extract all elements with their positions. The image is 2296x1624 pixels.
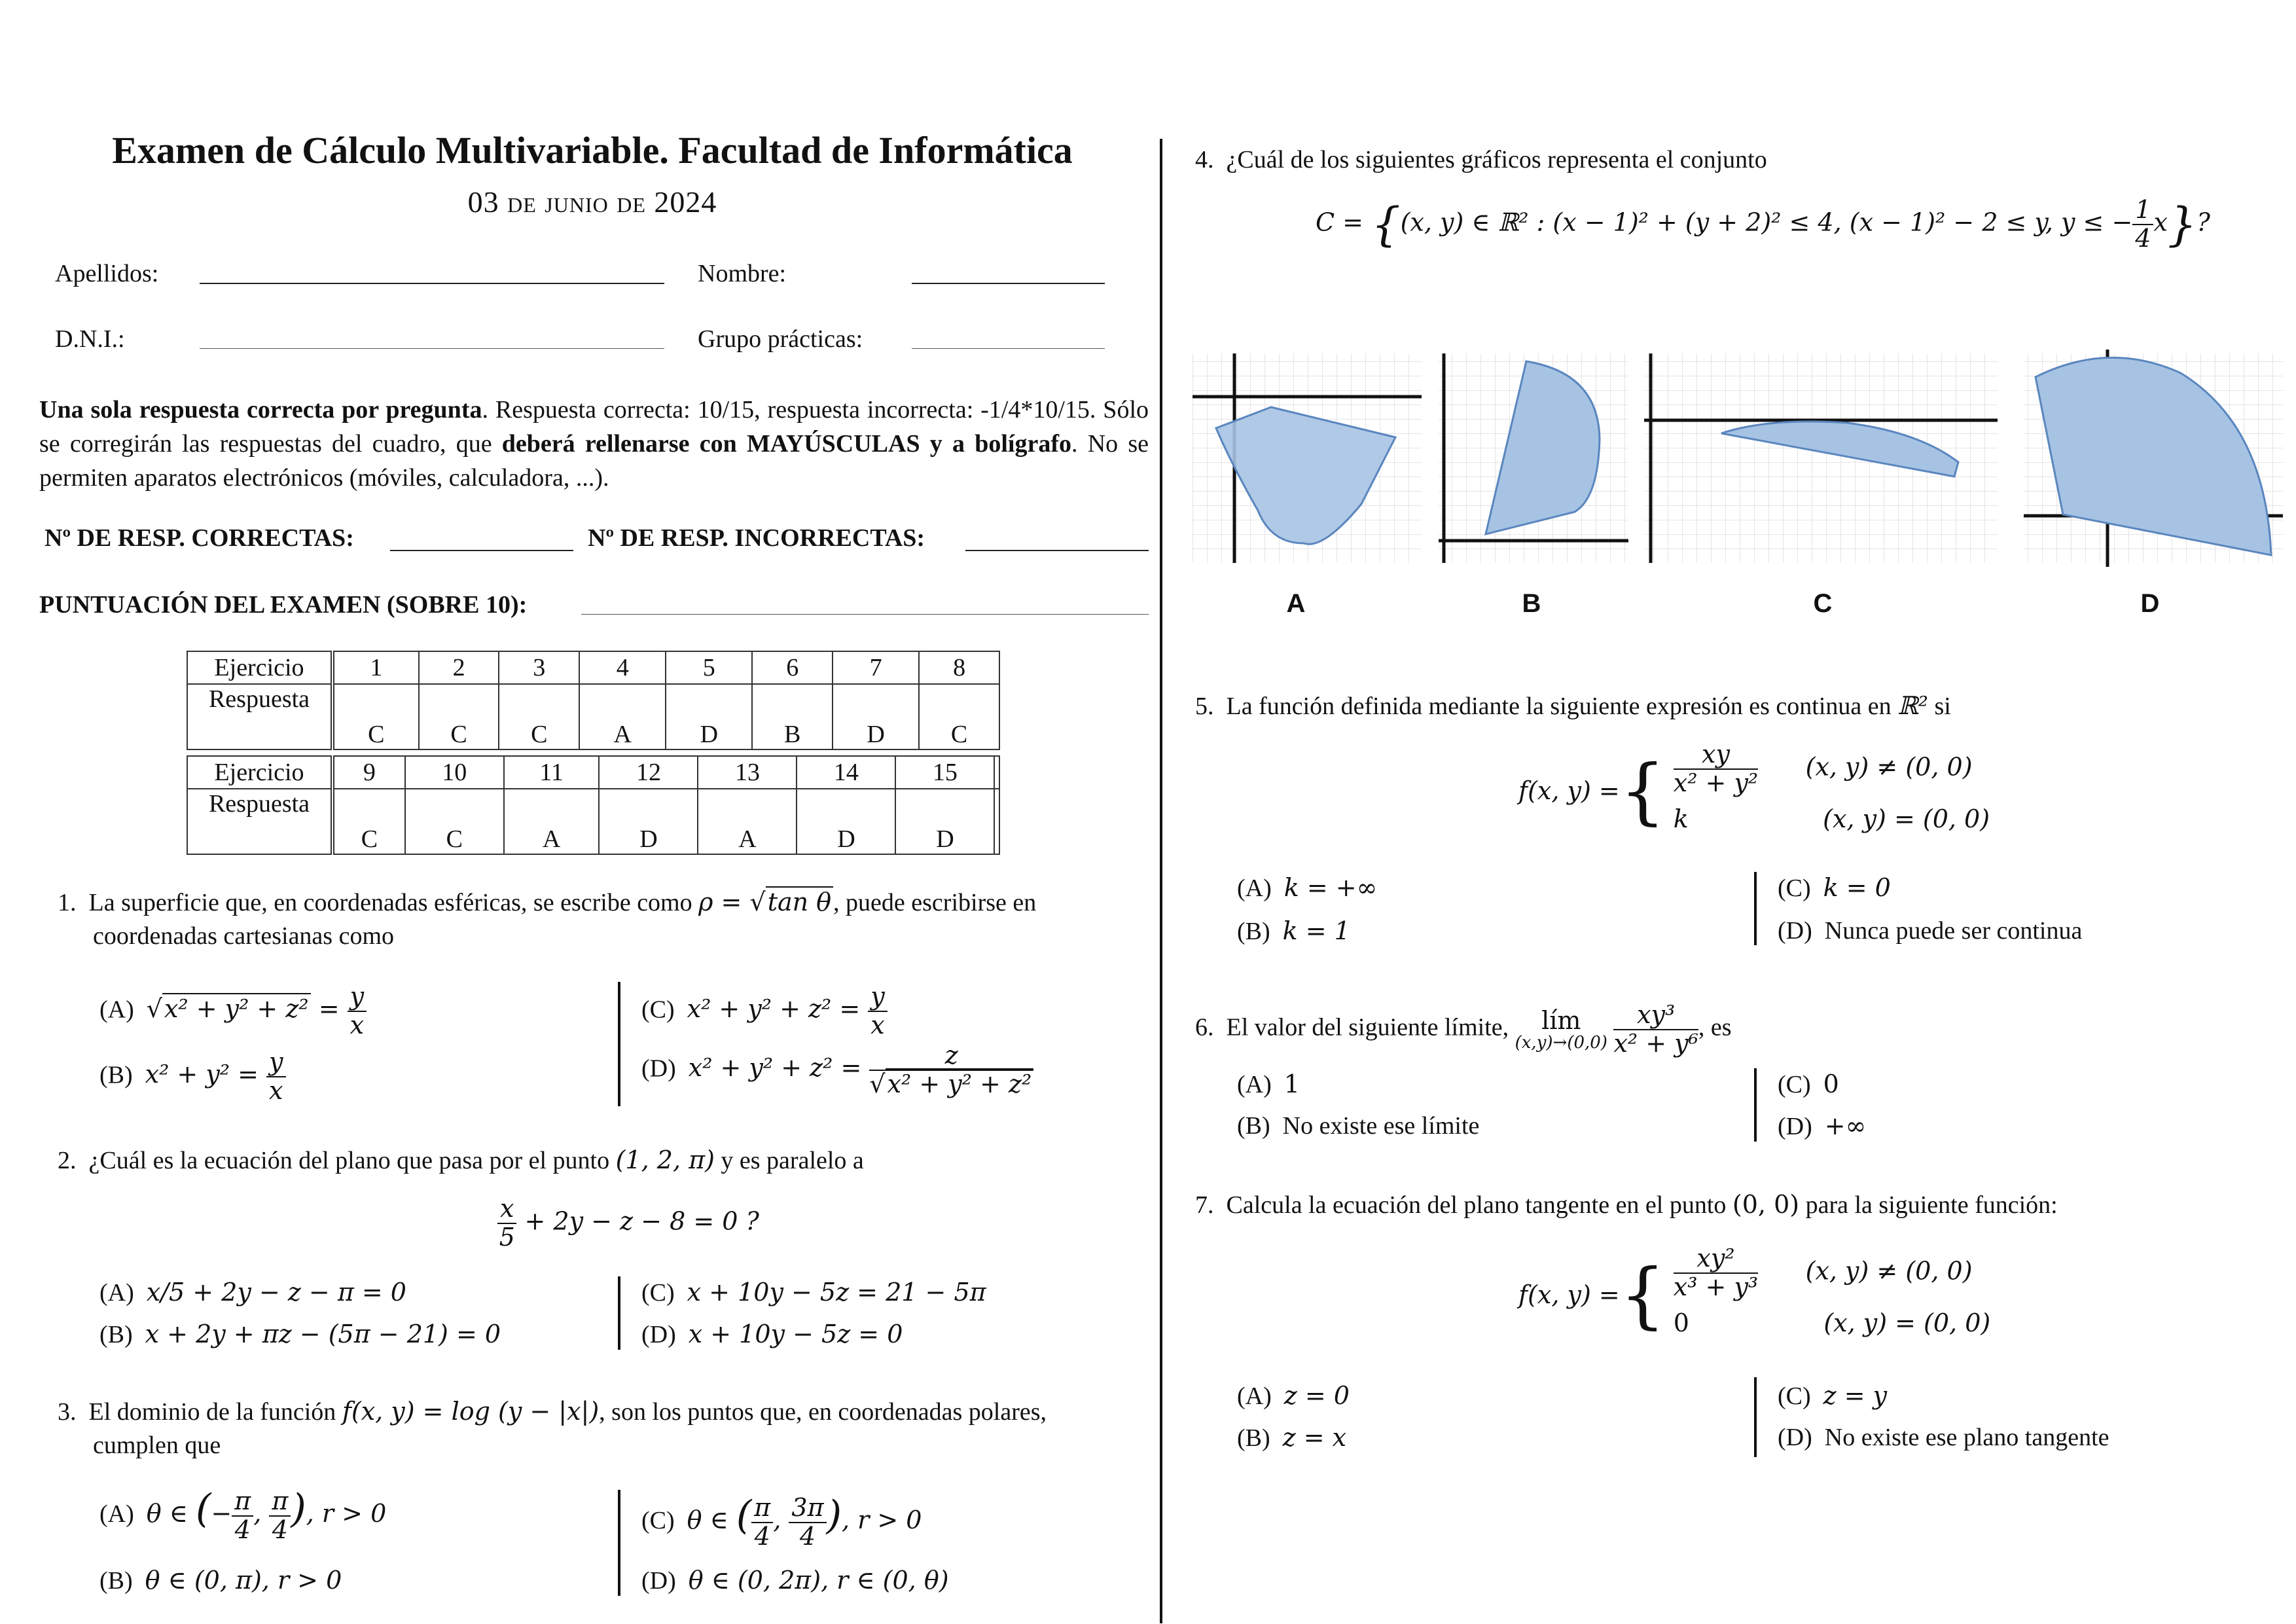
row-label-ejercicio: Ejercicio xyxy=(187,651,332,684)
option-letter: (C) xyxy=(641,1279,675,1307)
answer-cell[interactable]: C xyxy=(499,684,579,749)
math-expression: x + 2y + πz − (5π − 21) = 0 xyxy=(145,1320,501,1348)
options-separator xyxy=(1754,1377,1757,1457)
row-label-ejercicio: Ejercicio xyxy=(187,756,332,789)
math-expression: f(x, y) = log (y − |x|) xyxy=(342,1397,600,1426)
math-expression: √x² + y² + z² = $\frac{y}{x}$ xyxy=(147,994,367,1023)
limit-fraction: $\frac{\text{xy³}}{\text{x² + y⁶}}$ xyxy=(1613,1000,1698,1058)
question-3 xyxy=(58,1394,1149,1429)
option-c[interactable] xyxy=(1778,1381,1887,1411)
option-d[interactable] xyxy=(1778,1423,2109,1452)
graph-label-c: C xyxy=(1813,589,1833,618)
math-expression: x/5 + 2y − z − π = 0 xyxy=(146,1278,406,1307)
question-text: , son los puntos que, en coordenadas polares, xyxy=(599,1398,1047,1426)
option-letter: (D) xyxy=(1778,1113,1812,1140)
option-b[interactable] xyxy=(99,1049,286,1105)
question-text: si xyxy=(1928,693,1951,720)
math-expression: x + 10y − 5z = 21 − 5π xyxy=(687,1278,986,1307)
exercise-number: 13 xyxy=(698,756,797,789)
math-expression: (0, 0) xyxy=(1732,1190,1800,1219)
option-letter: (D) xyxy=(641,1321,676,1348)
incorrectas-label: Nº DE RESP. INCORRECTAS: xyxy=(588,524,925,552)
field-label-dni: D.N.I.: xyxy=(55,325,125,353)
question-number: 7. xyxy=(1195,1191,1214,1219)
graph-d[interactable] xyxy=(2024,350,2283,567)
grupo-line[interactable] xyxy=(912,348,1105,349)
question-text: para la siguiente función: xyxy=(1799,1191,2058,1219)
option-b[interactable] xyxy=(99,1320,501,1349)
answer-cell[interactable]: C xyxy=(332,684,419,749)
question-number: 2. xyxy=(58,1147,77,1174)
question-text: cumplen que xyxy=(93,1432,221,1459)
option-letter: (A) xyxy=(1237,1382,1272,1410)
answer-cell[interactable]: D xyxy=(895,789,994,854)
option-a[interactable] xyxy=(99,1278,406,1307)
option-letter: (B) xyxy=(99,1321,133,1348)
exercise-number: 3 xyxy=(499,651,579,684)
option-d[interactable] xyxy=(641,1042,1033,1098)
instructions-bold-2: deberá rellenarse con MAYÚSCULAS y a bolígrafo xyxy=(501,430,1071,458)
exercise-number: 6 xyxy=(752,651,833,684)
option-b[interactable] xyxy=(1237,1111,1479,1140)
exercise-number: 7 xyxy=(833,651,919,684)
answer-cell[interactable]: C xyxy=(405,789,504,854)
answer-table-2 xyxy=(187,755,1000,855)
option-c[interactable] xyxy=(1778,873,1891,903)
option-b[interactable] xyxy=(99,1566,342,1595)
exercise-number: 11 xyxy=(504,756,600,789)
option-letter: (B) xyxy=(1237,1424,1270,1452)
question-number: 1. xyxy=(58,889,77,916)
answer-cell[interactable]: D xyxy=(599,789,698,854)
answer-table-1 xyxy=(187,651,1000,750)
question-2 xyxy=(58,1143,864,1178)
option-letter: (C) xyxy=(641,996,675,1024)
option-letter: (B) xyxy=(1237,1112,1270,1140)
math-expression: ℝ² xyxy=(1897,691,1928,720)
option-c[interactable] xyxy=(641,1492,922,1550)
question-7 xyxy=(1195,1187,2058,1222)
set-definition: C = {(x, y) ∈ ℝ² : (x − 1)² + (y + 2)² ≤ 4, (x − 1)² − 2 ≤ y, y ≤ − $\frac{1}{4}$ x}? xyxy=(1316,195,2210,253)
exercise-number: 5 xyxy=(666,651,752,684)
math-expression: x² + y² = $\frac{y}{x}$ xyxy=(145,1060,286,1089)
question-text: ¿Cuál es la ecuación del plano que pasa por el punto xyxy=(88,1147,616,1174)
answer-cell[interactable]: A xyxy=(579,684,666,749)
graph-label-b: B xyxy=(1522,589,1541,618)
option-value: k = 1 xyxy=(1282,916,1350,945)
option-value: 0 xyxy=(1823,1070,1839,1098)
question-text: La superficie que, en coordenadas esféricas, se escribe como xyxy=(88,889,699,916)
option-value: z = 0 xyxy=(1283,1381,1350,1410)
row-label-respuesta: Respuesta xyxy=(187,684,332,749)
option-letter: (A) xyxy=(1237,1071,1272,1098)
option-c[interactable] xyxy=(641,1278,986,1307)
question-text: y es paralelo a xyxy=(714,1147,864,1174)
option-letter: (D) xyxy=(641,1055,676,1083)
math-expression: θ ∈ ( $\frac{\pi}{4}$ , $\frac{3\pi}{4}$ ), r > 0 xyxy=(687,1492,922,1551)
option-a[interactable] xyxy=(99,1486,386,1543)
math-expression: θ ∈ (− $\frac{\pi}{4}$ , $\frac{\pi}{4}$ ), r > 0 xyxy=(146,1486,387,1544)
correctas-line[interactable] xyxy=(390,550,573,551)
option-a[interactable] xyxy=(1237,873,1377,903)
page-title: Examen de Cálculo Multivariable. Facultad de Informática xyxy=(112,129,1073,171)
question-text: El valor del siguiente límite, xyxy=(1226,1013,1515,1041)
question-number: 4. xyxy=(1195,146,1214,173)
option-letter: (B) xyxy=(1237,918,1270,945)
option-c[interactable] xyxy=(641,983,888,1039)
option-letter: (C) xyxy=(1778,1382,1811,1410)
answer-cell[interactable]: D xyxy=(666,684,752,749)
answer-cell[interactable]: C xyxy=(419,684,499,749)
option-value: No existe ese plano tangente xyxy=(1824,1424,2109,1451)
question-text: La función definida mediante la siguiente expresión es continua en xyxy=(1226,693,1898,720)
graph-label-a: A xyxy=(1286,589,1306,618)
option-letter: (B) xyxy=(99,1061,133,1089)
exercise-number xyxy=(994,756,999,789)
question-text: ¿Cuál de los siguientes gráficos representa el conjunto xyxy=(1226,146,1767,173)
option-value: k = 0 xyxy=(1823,873,1891,902)
exercise-number: 8 xyxy=(919,651,999,684)
question-text: Calcula la ecuación del plano tangente en el punto xyxy=(1226,1191,1732,1219)
exercise-number: 15 xyxy=(895,756,994,789)
question-number: 6. xyxy=(1195,1013,1214,1041)
option-letter: (A) xyxy=(99,1279,134,1307)
option-d[interactable] xyxy=(1778,916,2082,945)
option-letter: (D) xyxy=(641,1567,676,1595)
options-separator xyxy=(618,982,620,1106)
math-expression: x² + y² + z² = $\frac{y}{x}$ xyxy=(687,994,888,1023)
graph-label-d: D xyxy=(2140,589,2160,618)
exercise-number: 14 xyxy=(797,756,895,789)
answer-cell[interactable]: C xyxy=(332,789,405,854)
option-b[interactable] xyxy=(1237,916,1350,946)
field-label-grupo: Grupo prácticas: xyxy=(698,325,863,353)
field-label-apellidos: Apellidos: xyxy=(55,260,159,287)
question-text: coordenadas cartesianas como xyxy=(93,922,395,950)
answer-cell[interactable]: C xyxy=(919,684,999,749)
option-letter: (A) xyxy=(99,996,134,1024)
exercise-number: 12 xyxy=(599,756,698,789)
math-expression: x² + y² + z² = $\frac{z}{\text{√x² + y² + z²}}$ xyxy=(689,1053,1033,1082)
puntuacion-label: PUNTUACIÓN DEL EXAMEN (SOBRE 10): xyxy=(39,591,528,619)
question-4 xyxy=(1195,143,1767,177)
graph-c[interactable] xyxy=(1644,353,1998,563)
option-d[interactable] xyxy=(641,1320,903,1349)
question-number: 5. xyxy=(1195,693,1214,720)
column-divider xyxy=(1160,139,1162,1623)
question-6 xyxy=(1195,1001,1731,1058)
exercise-number: 10 xyxy=(405,756,504,789)
option-letter: (C) xyxy=(1778,1071,1811,1098)
options-separator xyxy=(618,1490,620,1596)
option-b[interactable] xyxy=(1237,1423,1346,1453)
dni-line[interactable] xyxy=(200,348,664,349)
puntuacion-line[interactable] xyxy=(581,614,1149,615)
limit-expression: lím (x,y)→(0,0) xyxy=(1515,1005,1607,1053)
option-a[interactable] xyxy=(1237,1070,1300,1099)
field-label-nombre: Nombre: xyxy=(698,260,787,287)
answer-cell[interactable] xyxy=(994,789,999,854)
instructions-bold-1: Una sola respuesta correcta por pregunta xyxy=(39,396,482,424)
answer-cell[interactable]: A xyxy=(504,789,600,854)
apellidos-line[interactable] xyxy=(200,283,664,284)
set-graphs xyxy=(1193,347,2283,569)
question-text: El dominio de la función xyxy=(88,1398,342,1426)
instructions-text-1: . Respuesta correcta: 10/15, respuesta incorrecta: -1/4*10/15. Sólo se corregirán las respuestas del cuadro, que xyxy=(39,396,1149,458)
math-expression: x + 10y − 5z = 0 xyxy=(688,1320,903,1348)
option-value: z = y xyxy=(1823,1381,1888,1410)
question-5 xyxy=(1195,689,1951,723)
options-separator xyxy=(618,1276,620,1350)
piecewise-function-q7: f(x, y) ={ $\frac{\text{xy²}}{\text{x³ + y³}}$ (x, y) ≠ (0, 0) 0 (x, y) = (0, 0) xyxy=(1518,1244,1991,1337)
nombre-line[interactable] xyxy=(912,283,1105,284)
piecewise-function-q5: f(x, y) ={ $\frac{xy}{\text{x² + y²}}$ (x, y) ≠ (0, 0) k (x, y) = (0, 0) xyxy=(1518,740,1990,833)
row-label-respuesta: Respuesta xyxy=(187,789,332,854)
graph-a[interactable] xyxy=(1193,353,1422,563)
option-letter: (D) xyxy=(1778,1424,1812,1451)
graph-b[interactable] xyxy=(1439,353,1628,563)
option-value: 1 xyxy=(1283,1070,1300,1098)
question-1 xyxy=(58,885,1149,920)
option-letter: (C) xyxy=(1778,875,1811,902)
option-value: No existe ese límite xyxy=(1282,1112,1480,1140)
exercise-number: 2 xyxy=(419,651,499,684)
option-value: z = x xyxy=(1282,1423,1347,1452)
math-expression: θ ∈ (0, π), r > 0 xyxy=(145,1566,342,1595)
options-separator xyxy=(1754,1068,1757,1142)
option-value: Nunca puede ser continua xyxy=(1824,917,2083,945)
option-value: +∞ xyxy=(1824,1111,1867,1140)
option-letter: (B) xyxy=(99,1567,133,1595)
question-text: , es xyxy=(1698,1013,1732,1041)
instructions xyxy=(39,393,1149,495)
option-letter: (A) xyxy=(1237,875,1272,902)
exercise-number: 1 xyxy=(332,651,419,684)
answer-cell[interactable]: D xyxy=(797,789,895,854)
exam-date: 03 de junio de 2024 xyxy=(467,185,717,219)
answer-cell[interactable]: D xyxy=(833,684,919,749)
answer-cell[interactable]: B xyxy=(752,684,833,749)
plane-equation: $\frac{x}{5}$ + 2y − z − 8 = 0 ? xyxy=(497,1195,759,1252)
option-value: k = +∞ xyxy=(1283,873,1378,902)
incorrectas-line[interactable] xyxy=(965,550,1149,551)
math-expression: (1, 2, π) xyxy=(615,1146,715,1174)
correctas-label: Nº DE RESP. CORRECTAS: xyxy=(45,524,354,552)
math-expression: ρ = √tan θ xyxy=(698,886,833,916)
math-expression: θ ∈ (0, 2π), r ∈ (0, θ) xyxy=(688,1566,949,1595)
option-letter: (D) xyxy=(1778,917,1812,945)
option-c[interactable] xyxy=(1778,1070,1839,1099)
exercise-number: 9 xyxy=(332,756,405,789)
option-d[interactable] xyxy=(641,1566,949,1595)
option-letter: (C) xyxy=(641,1507,675,1534)
instructions-text-2: . No se permiten aparatos electrónicos (móviles, calculadora, ...). xyxy=(39,430,1149,492)
exercise-number: 4 xyxy=(579,651,666,684)
option-a[interactable] xyxy=(1237,1381,1350,1411)
answer-cell[interactable]: A xyxy=(698,789,797,854)
question-number: 3. xyxy=(58,1398,77,1426)
option-a[interactable] xyxy=(99,983,367,1039)
options-separator xyxy=(1754,872,1757,945)
question-text: , puede escribirse en xyxy=(833,889,1037,916)
option-d[interactable] xyxy=(1778,1111,1866,1141)
option-letter: (A) xyxy=(99,1500,134,1528)
